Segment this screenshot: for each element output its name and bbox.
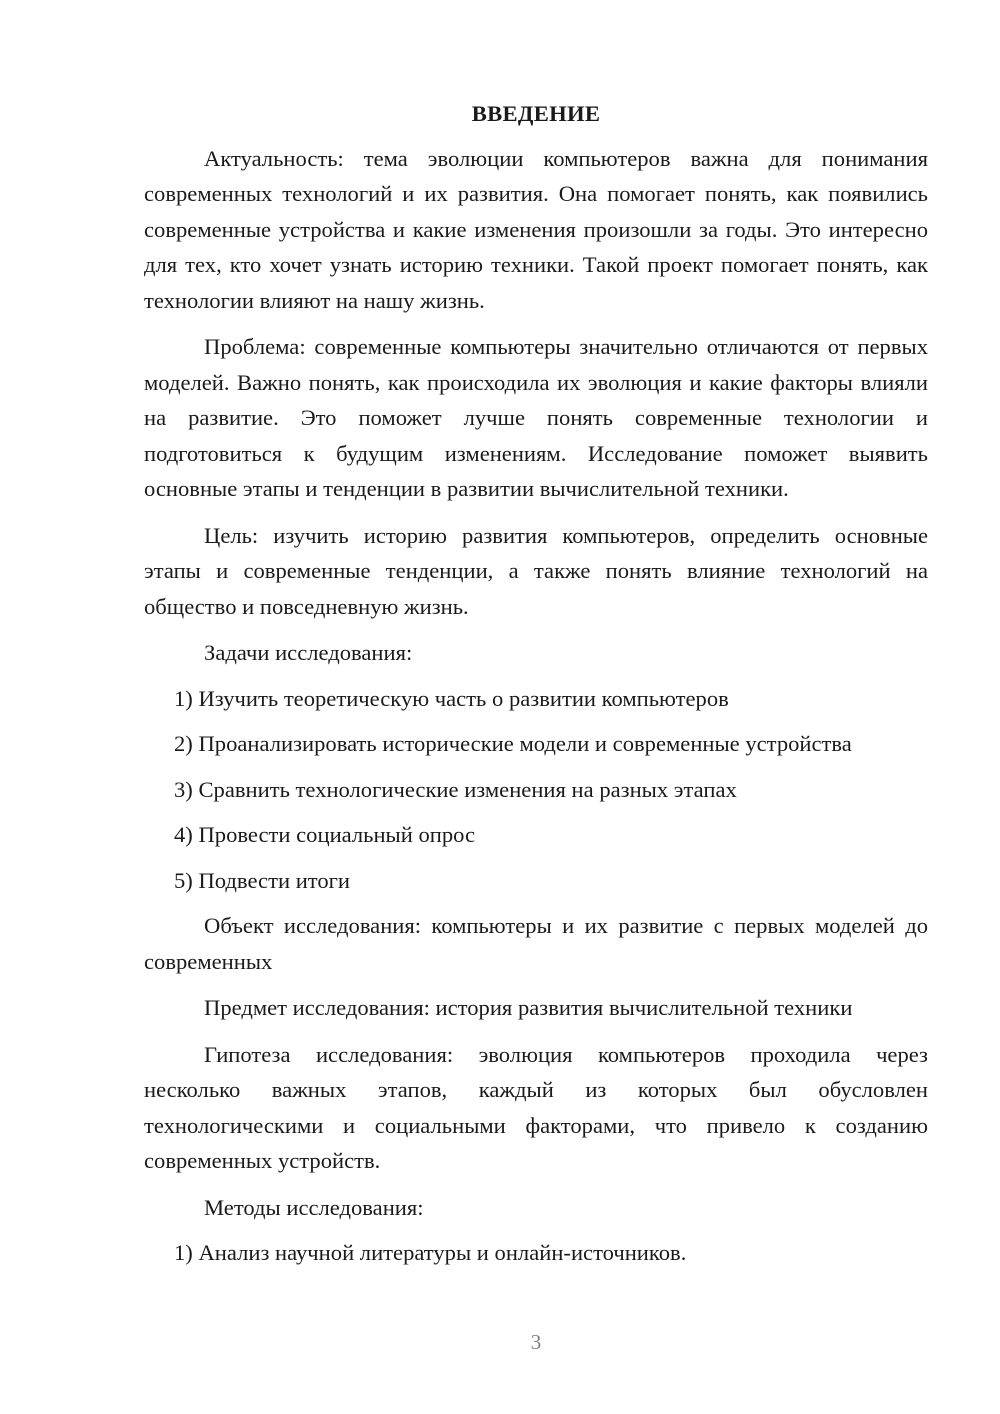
- problem-paragraph: Проблема: современные компьютеры значительно отличаются от первых моделей. Важно понять, как происходила их эволюция и какие факторы влияли на развитие. Это поможет лучше понять современные технологии и подготовиться к будущим изменениям. Исследование поможет выявить основные этапы и тенденции в развитии вычислительной техники.: [144, 334, 928, 501]
- subject-paragraph: Предмет исследования: история развития вычислительной техники: [204, 995, 853, 1020]
- list-item: 2) Проанализировать исторические модели и современные устройства: [174, 731, 852, 756]
- list-item: 4) Провести социальный опрос: [174, 822, 476, 847]
- list-item: 3) Сравнить технологические изменения на разных этапах: [174, 776, 737, 802]
- page-content: [144, 96, 928, 1281]
- page-number: 3: [530, 1330, 542, 1354]
- tasks-label: Задачи исследования:: [204, 640, 413, 665]
- hypothesis-paragraph: Гипотеза исследования: эволюция компьютеров проходила через несколько важных этапов, каждый из которых был обусловлен технологическими и социальными факторами, что привело к созданию современных устройств.: [144, 1041, 928, 1173]
- list-item: 5) Подвести итоги: [174, 867, 351, 893]
- goal-paragraph: Цель: изучить историю развития компьютеров, определить основные этапы и современные тенденции, а также понять влияние технологий на общество и повседневную жизнь.: [144, 522, 928, 619]
- methods-list: [144, 1235, 928, 1271]
- relevance-paragraph: Актуальность: тема эволюции компьютеров важна для понимания современных технологий и их развития. Она помогает понять, как появились современные устройства и какие изменения произошли за годы. Это интересно для тех, кто хочет узнать историю техники. Такой проект помогает понять, как технологии влияют на нашу жизнь.: [144, 145, 928, 313]
- object-paragraph: Объект исследования: компьютеры и их развитие с первых моделей до современных: [144, 913, 928, 974]
- list-item: 1) Анализ научной литературы и онлайн-источников.: [174, 1240, 687, 1265]
- section-title: ВВЕДЕНИЕ: [471, 101, 601, 126]
- methods-label: Методы исследования:: [204, 1194, 424, 1220]
- list-item: 1) Изучить теоретическую часть о развитии компьютеров: [174, 685, 729, 711]
- tasks-list: [144, 681, 928, 899]
